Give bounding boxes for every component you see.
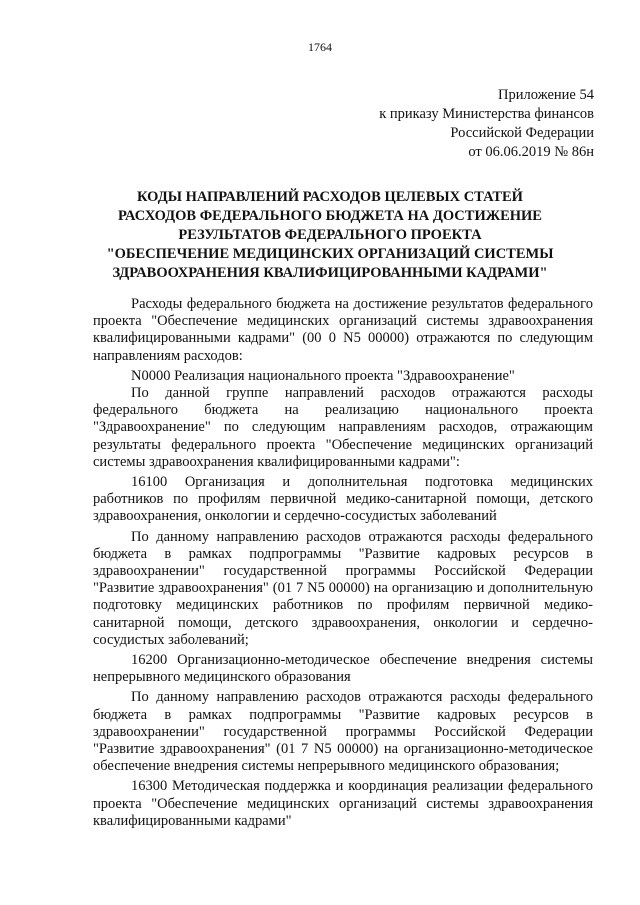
paragraph-code-n0000: N0000 Реализация национального проекта "Здравоохранение" <box>131 367 515 384</box>
paragraph-description: По данному направлению расходов отражаются расходы федерального бюджета в рамках подпрограммы "Развитие кадровых ресурсов в здравоохранении" государственной программы Российской Федерации "Развитие здравоохранения" (01 7 N5 00000) на организацию и дополнительную подготовку медицинских работников по профилям первичной медико-санитарной помощи, детского здравоохранения, онкологии и сердечно-сосудистых заболеваний; <box>93 528 593 648</box>
paragraph-description: По данному направлению расходов отражаются расходы федерального бюджета в рамках подпрограммы "Развитие кадровых ресурсов в здравоохранении" государственной программы Российской Федерации "Развитие здравоохранения" (01 7 N5 00000) на организационно-методическое обеспечение внедрения системы непрерывного медицинского образования; <box>93 689 593 775</box>
appendix-header <box>379 86 594 162</box>
title-line: РАСХОДОВ ФЕДЕРАЛЬНОГО БЮДЖЕТА НА ДОСТИЖЕНИЕ <box>118 208 542 224</box>
paragraph-intro: Расходы федерального бюджета на достижение результатов федерального проекта "Обеспечение медицинских организаций системы здравоохранения квалифицированными кадрами" (00 0 N5 00000) отражаются по следующим направлениям расходов: <box>93 296 593 364</box>
appendix-line: к приказу Министерства финансов <box>379 106 594 122</box>
title-line: "ОБЕСПЕЧЕНИЕ МЕДИЦИНСКИХ ОРГАНИЗАЦИЙ СИСТЕМЫ <box>106 246 554 262</box>
title-line: РЕЗУЛЬТАТОВ ФЕДЕРАЛЬНОГО ПРОЕКТА <box>178 227 482 243</box>
paragraph-code-16200: 16200 Организационно-методическое обеспечение внедрения системы непрерывного медицинского образования <box>93 652 593 686</box>
appendix-line: Российской Федерации <box>450 125 594 141</box>
paragraph-code-16300: 16300 Методическая поддержка и координация реализации федерального проекта "Обеспечение медицинских организаций системы здравоохранения квалифицированными кадрами" <box>93 778 593 829</box>
title-line: ЗДРАВООХРАНЕНИЯ КВАЛИФИЦИРОВАННЫМИ КАДРАМИ" <box>112 265 548 281</box>
document-title <box>80 188 580 283</box>
title-line: КОДЫ НАПРАВЛЕНИЙ РАСХОДОВ ЦЕЛЕВЫХ СТАТЕЙ <box>137 189 523 205</box>
appendix-line: Приложение 54 <box>498 87 594 103</box>
paragraph-description: По данной группе направлений расходов отражаются расходы федерального бюджета на реализацию национального проекта "Здравоохранение" по следующим направлениям расходов, отражающим результаты федерального проекта "Обеспечение медицинских организаций системы здравоохранения квалифицированными кадрами": <box>93 385 593 470</box>
document-body <box>93 296 593 830</box>
paragraph-code-16100: 16100 Организация и дополнительная подготовка медицинских работников по профилям первичной медико-санитарной помощи, детского здравоохранения, онкологии и сердечно-сосудистых заболеваний <box>93 474 593 525</box>
page-number: 1764 <box>308 40 332 54</box>
appendix-line: от 06.06.2019 № 86н <box>468 144 594 160</box>
